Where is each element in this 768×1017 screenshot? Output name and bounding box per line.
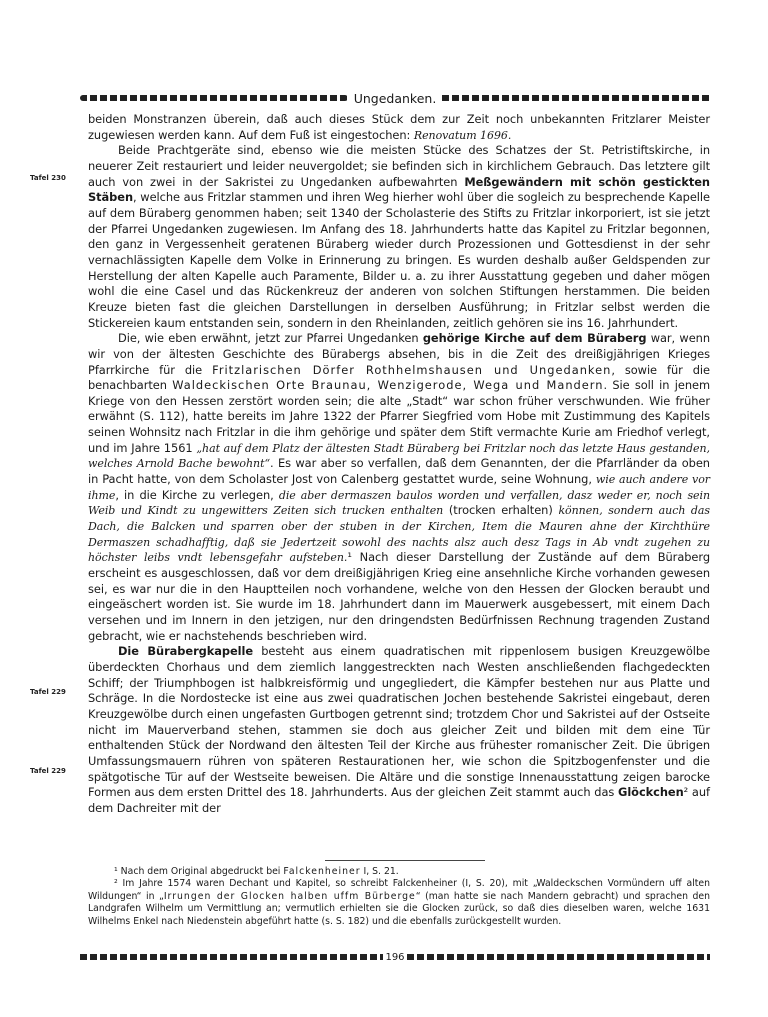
main-text bbox=[88, 112, 710, 817]
italic-run: „hat auf dem Platz der ältesten Stadt Büraberg bei Fritzlar noch das letzte Haus gestanden, welches Arnold Bache bewohnt“ bbox=[88, 441, 710, 471]
margin-note-tafel: Tafel 229 bbox=[30, 688, 66, 696]
text-run: , in die Kirche zu verlegen, bbox=[115, 487, 279, 502]
bold-run: gehörige Kirche auf dem Büraberg bbox=[422, 331, 647, 346]
footer-ornament-right bbox=[407, 954, 710, 960]
text-run: ¹ Nach dem Original abgedruckt bei bbox=[114, 866, 284, 877]
text-run: , welche aus Fritzlar stammen und ihren Weg hierher wohl über die sogleich zu besprechende Kapelle auf dem Büraberg genommen haben; seit 1340 der Scholasterie des Stifts zu Fritzlar inkorporiert, ist sie jetzt der Pfarrei Ungedanken zugewiesen. Im Anfang des 18. Jahrhunderts hatte das Kapitel zu Fritzlar begonnen, den ganz in Vergessenheit geratenen Büraberg wieder durch Prozessionen und Gottesdienst in der sehr vernachlässigten Kapelle dem Volke in Erinnerung zu bringen. Es wurden deshalb außer Geldspenden zur Herstellung der alten Kapelle auch Paramente, Bilder u. a. zu ihrer Ausstattung gegeben und daher mögen wohl die eine Casel und das Rückenkreuz der anderen von solchen Stiftungen herstammen. Die beiden Kreuze bieten fast die gleichen Darstellungen in derselben Ausführung; in Fritzlar selbst werden die Stickereien kaum entstanden sein, sondern in den Rheinlanden, zeitlich gehören sie ins 16. Jahrhundert. bbox=[88, 190, 710, 330]
text-run: I, S. 21. bbox=[360, 866, 399, 877]
text-run: Die, wie eben erwähnt, jetzt zur Pfarrei Ungedanken bbox=[118, 331, 423, 346]
bold-run: Die Bürabergkapelle bbox=[118, 644, 254, 659]
footnote bbox=[88, 878, 710, 928]
text-run: . Sie soll in jenem Kriege von den Hessen zerstört worden sein; die alte „Stadt“ war schon früher verschwunden. Wie früher erwähnt (S. 112), hatte bereits im Jahre 1322 der Pfarrer Siegfried vom Hobe mit Zustimmung des Kapitels seinen Wohnsitz nach Fritzlar in die ihm gehörige und später dem Stift vermachte Kurie am Friedhof verlegt, und im Jahre 1561 bbox=[88, 378, 710, 455]
text-run: Beide Prachtgeräte sind, ebenso wie die meisten Stücke des Schatzes der St. Petristiftskirche, in neuerer Zeit restauriert und leider neuvergoldet; sie befinden sich in kirchlichem Gebrauch. Das letztere gilt auch von zwei in der Sakristei zu Ungedanken aufbewahrten bbox=[88, 143, 710, 189]
footnote bbox=[88, 866, 710, 878]
footnotes bbox=[88, 866, 710, 928]
text-run: besteht aus einem quadratischen mit rippenlosem busigen Kreuzgewölbe überdeckten Chorhaus und dem ziemlich langgestreckten nach Westen anschließenden flachgedeckten Schiff; der Triumphbogen ist halbkreisförmig und ungegliedert, die Kämpfer bestehen nur aus Platte und Schräge. In die Nordostecke ist eine aus zwei quadratischen Jochen bestehende Sakristei eingebaut, deren Kreuzgewölbe durch einen ungefasten Gurtbogen getrennt sind; trotzdem Chor und Sakristei auf der Ostseite nicht im Mauerverband stehen, stammen sie doch aus gleicher Zeit und bilden mit dem eine Tür enthaltenden Stück der Nordwand den ältesten Teil der Kirche aus frühester romanischer Zeit. Die übrigen Umfassungsmauern rühren von späteren Restaurationen her, wie schon die Spitzbogenfenster und die spätgotische Tür auf der Westseite beweisen. Die Altäre und die sonstige Innenausstattung zeigen barocke Formen aus dem ersten Drittel des 18. Jahrhunderts. Aus der gleichen Zeit stammt auch das bbox=[88, 644, 710, 800]
spaced-run: Irrungen der Glocken halben uffm Bürberge bbox=[163, 890, 416, 902]
page-number: 196 bbox=[385, 951, 405, 963]
page-footer bbox=[80, 950, 710, 964]
text-run: ² Im Jahre 1574 waren Dechant und Kapitel, so schreibt Falckenheiner (I, S. 20), mit „Waldeckschen Vormündern uff alten Wildungen“ in „ bbox=[88, 878, 710, 902]
bold-run: Glöckchen bbox=[618, 785, 684, 800]
bold-run: Meßgewändern mit schön gestickten Stäben bbox=[88, 174, 710, 205]
text-run: beiden Monstranzen überein, daß auch dieses Stück dem zur Zeit noch unbekannten Fritzlarer Meister zugewiesen werden kann. Auf dem Fuß ist eingestochen: bbox=[88, 112, 710, 142]
paragraph bbox=[88, 644, 710, 816]
text-run: auf dem Dachreiter mit der bbox=[88, 785, 710, 815]
footnote-ref[interactable]: ² bbox=[683, 785, 689, 800]
italic-run: Renovatum 1696. bbox=[413, 128, 512, 142]
margin-note-tafel: Tafel 230 bbox=[30, 174, 66, 182]
footer-ornament-left bbox=[80, 954, 383, 960]
spaced-run: Fritzlarischen Dörfer Rothhelmshausen und Ungedanken bbox=[212, 362, 612, 377]
running-header bbox=[80, 88, 710, 108]
spaced-run: Falckenheiner bbox=[283, 866, 361, 877]
header-ornament-left bbox=[80, 95, 348, 101]
footnote-divider bbox=[325, 860, 485, 861]
running-title: Ungedanken. bbox=[353, 90, 437, 106]
text-run: Nach dieser Darstellung der Zustände auf dem Büraberg erscheint es ausgeschlossen, daß vor dem dreißigjährigen Krieg eine ansehnliche Kirche vorhanden gewesen sei, es war nur die in den Hauptteilen noch vorhandene, welche von den Hessen der Glocken beraubt und eingeäschert worden ist. Sie wurde im 18. Jahrhundert dann im Mauerwerk ausgebessert, mit einem Dach versehen und im Innern in den jetzigen, nur den dringendsten Bedürfnissen Rechnung tragenden Zustand gebracht, wie er nachstehends beschrieben wird. bbox=[88, 550, 710, 643]
text-run: . Es war aber so verfallen, daß dem Genannten, der die Pfarrländer da oben in Pacht hatte, von dem Scholaster Jost von Calenberg gestattet wurde, seine Wohnung, bbox=[88, 456, 710, 487]
text-run: , sowie für die benachbarten bbox=[88, 362, 710, 393]
text-run: (trocken erhalten) bbox=[443, 503, 559, 518]
text-run: war, wenn wir von der ältesten Geschichte des Bürabergs absehen, bis in die Zeit des dreißigjährigen Krieges Pfarrkirche für die bbox=[88, 331, 710, 377]
italic-run: die aber dermaszen baulos worden und verfallen, dasz weder er, noch sein Weib und Kindt zu ungewitters Zeiten sich trucken enthalten bbox=[88, 488, 711, 518]
paragraph bbox=[88, 143, 710, 331]
footnote-ref[interactable]: ¹ bbox=[347, 550, 352, 565]
italic-run: wie auch andere vor ihme bbox=[88, 473, 710, 502]
text-run: “ (man hatte sie nach Mandern gebracht) und sprachen den Landgrafen Wilhelm um Vermittlung an; vermutlich erhielten sie die Glocken zurück, so daß dies dieselben waren, welche 1631 Wilhelms Enkel nach Niedenstein abgeführt hatte (s. S. 182) und die ebenfalls zurückgestellt wurden. bbox=[88, 890, 710, 927]
italic-run: können, sondern auch das Dach, die Balcken und sparren ober der stuben in der Kirchen, Item die Mauren ahne der Kirchthüre Dermaszen schadhafftig, daß sie Jedertzeit sowohl des nachts alsz auch desz Tags in Ab vndt zugehen zu höchster leibs vndt lebensgefahr aufsteben. bbox=[88, 504, 711, 565]
paragraph bbox=[88, 112, 710, 143]
paragraph bbox=[88, 331, 710, 644]
header-ornament-right bbox=[442, 95, 710, 101]
margin-note-tafel: Tafel 229 bbox=[30, 767, 66, 775]
spaced-run: Waldeckischen Orte Braunau, Wenzigerode, Wega und Mandern bbox=[172, 378, 604, 393]
